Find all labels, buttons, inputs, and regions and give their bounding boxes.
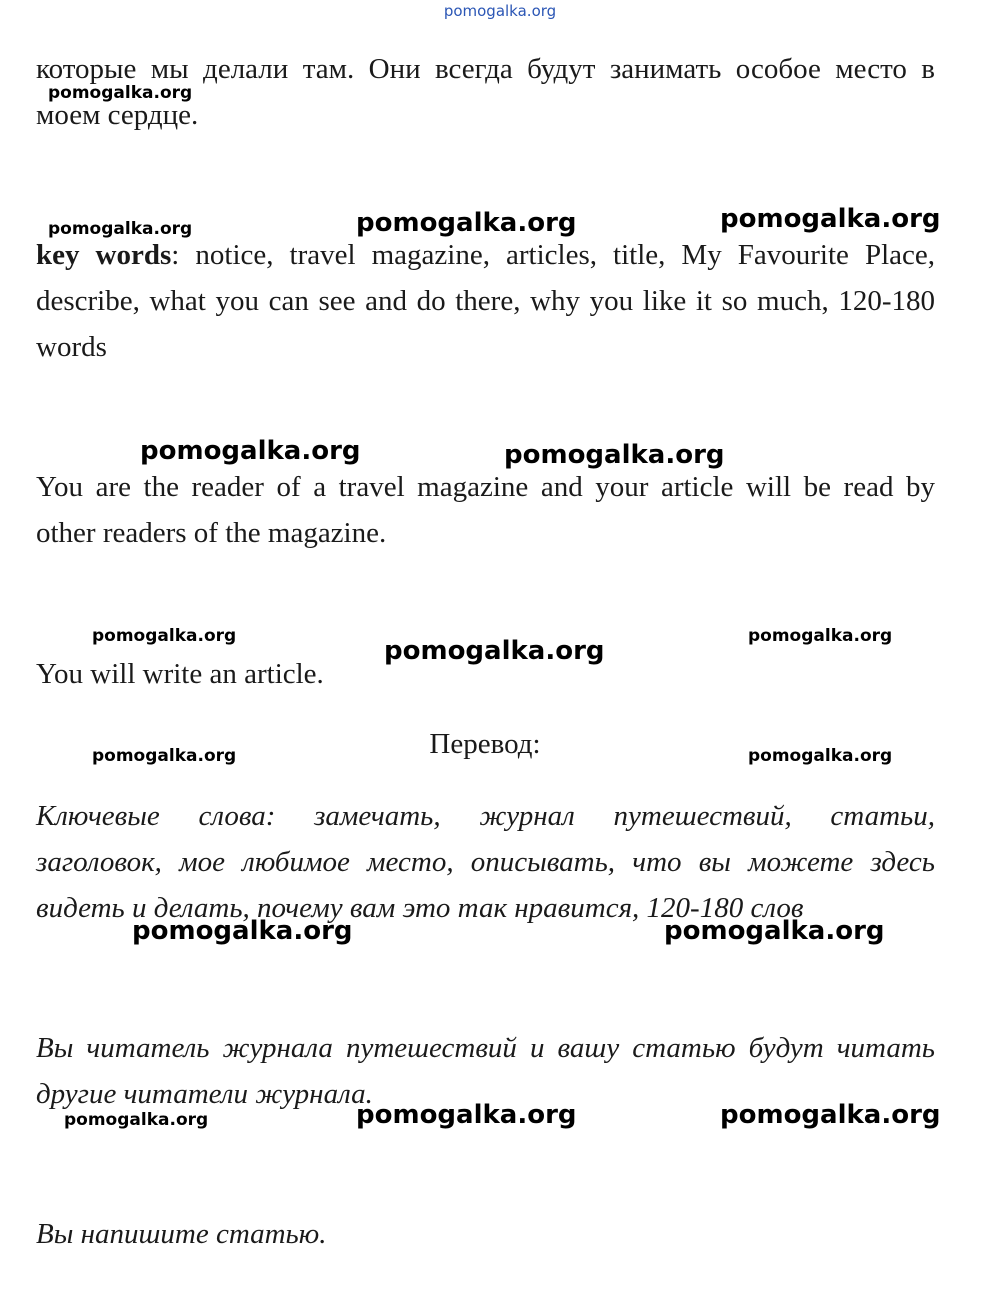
watermark: pomogalka.org — [384, 636, 605, 666]
key-words-line-2: describe, what you can see and do there, why you like it so much, 120-180 — [36, 285, 935, 317]
watermark: pomogalka.org — [92, 626, 237, 646]
watermark: pomogalka.org — [92, 746, 237, 766]
watermark: pomogalka.org — [48, 83, 193, 103]
watermark: pomogalka.org — [64, 1110, 209, 1130]
intro-line-2: моем сердце. — [36, 99, 199, 131]
watermark: pomogalka.org — [748, 746, 893, 766]
task-ru-line: Вы напишите статью. — [36, 1218, 327, 1250]
site-link[interactable]: pomogalka.org — [443, 2, 557, 20]
translation-heading: Перевод: — [429, 728, 541, 760]
watermark: pomogalka.org — [48, 219, 193, 239]
task-line: You will write an article. — [36, 658, 324, 690]
watermark: pomogalka.org — [664, 916, 885, 946]
reader-ru-line-1: Вы читатель журнала путешествий и вашу статью будут читать — [36, 1032, 935, 1064]
watermark: pomogalka.org — [720, 1100, 941, 1130]
reader-ru-line-2: другие читатели журнала. — [36, 1078, 373, 1110]
watermark: pomogalka.org — [356, 208, 577, 238]
key-words-line-3: words — [36, 331, 107, 363]
reader-line-2: other readers of the magazine. — [36, 517, 387, 549]
watermark: pomogalka.org — [748, 626, 893, 646]
watermark: pomogalka.org — [140, 436, 361, 466]
watermark: pomogalka.org — [356, 1100, 577, 1130]
key-words-ru-line-2: заголовок, мое любимое место, описывать, что вы можете здесь — [36, 846, 935, 878]
watermark: pomogalka.org — [504, 440, 725, 470]
intro-line-1: которые мы делали там. Они всегда будут занимать особое место в — [36, 53, 935, 85]
reader-line-1: You are the reader of a travel magazine and your article will be read by — [36, 471, 935, 503]
watermark: pomogalka.org — [132, 916, 353, 946]
key-words-label: key words — [36, 239, 172, 271]
key-words-ru-line-3: видеть и делать, почему вам это так нравится, 120-180 слов — [36, 892, 804, 924]
key-words-ru-line-1: Ключевые слова: замечать, журнал путешествий, статьи, — [36, 800, 935, 832]
key-words-list-start: : notice, travel magazine, articles, title, My Favourite Place, — [171, 239, 935, 271]
watermark: pomogalka.org — [720, 204, 941, 234]
